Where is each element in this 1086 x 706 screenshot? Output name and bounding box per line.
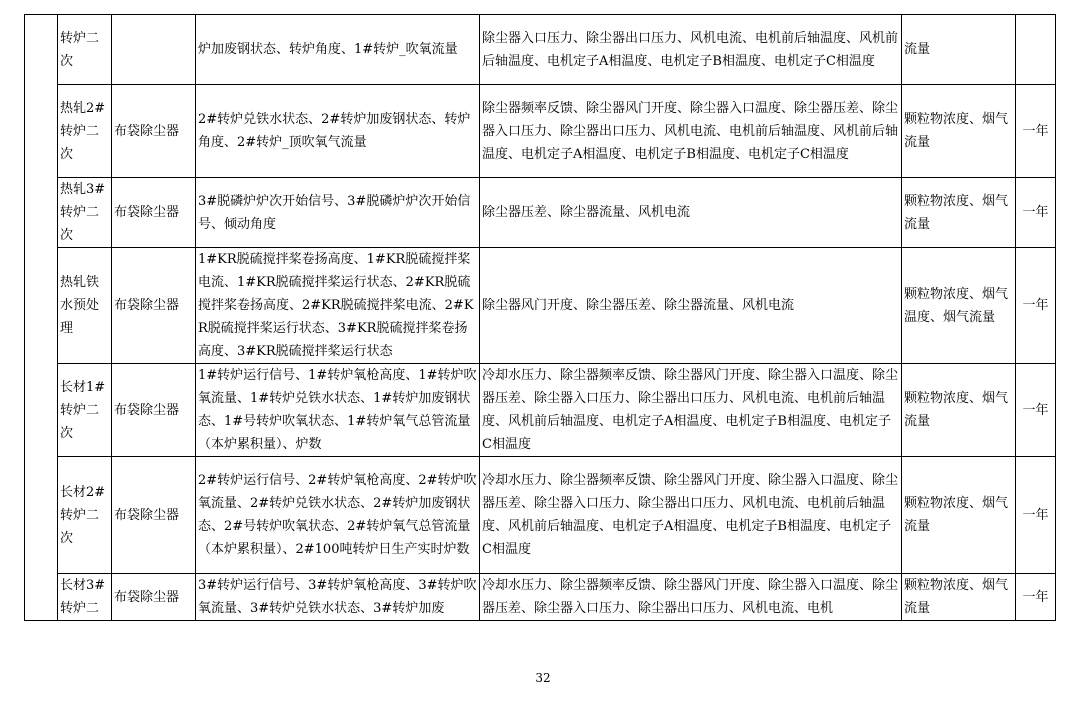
period-cell: 一年 xyxy=(1016,574,1056,621)
param-cell: 除尘器压差、除尘器流量、风机电流 xyxy=(480,178,902,248)
equipment-cell: 布袋除尘器 xyxy=(112,364,196,457)
equipment-cell: 布袋除尘器 xyxy=(112,457,196,574)
monitoring-cell: 颗粒物浓度、烟气流量 xyxy=(902,364,1016,457)
period-cell: 一年 xyxy=(1016,364,1056,457)
period-cell: 一年 xyxy=(1016,85,1056,178)
period-cell: 一年 xyxy=(1016,178,1056,248)
unit-cell: 长材3#转炉二 xyxy=(58,574,112,621)
table-row xyxy=(25,457,1056,574)
monitoring-cell: 颗粒物浓度、烟气流量 xyxy=(902,457,1016,574)
monitoring-cell: 流量 xyxy=(902,15,1016,85)
table-row xyxy=(25,574,1056,621)
period-cell: 一年 xyxy=(1016,457,1056,574)
param-cell: 冷却水压力、除尘器频率反馈、除尘器风门开度、除尘器入口温度、除尘器压差、除尘器入口压力、除尘器出口压力、风机电流、电机前后轴温度、风机前后轴温度、电机定子A相温度、电机定子B相温度、电机定子C相温度 xyxy=(480,364,902,457)
equipment-cell: 布袋除尘器 xyxy=(112,178,196,248)
param-cell: 冷却水压力、除尘器频率反馈、除尘器风门开度、除尘器入口温度、除尘器压差、除尘器入口压力、除尘器出口压力、风机电流、电机前后轴温度、风机前后轴温度、电机定子A相温度、电机定子B相温度、电机定子C相温度 xyxy=(480,457,902,574)
emission-monitoring-table xyxy=(24,14,1056,621)
unit-cell: 热轧2#转炉二次 xyxy=(58,85,112,178)
monitoring-cell: 颗粒物浓度、烟气流量 xyxy=(902,85,1016,178)
period-cell: 一年 xyxy=(1016,248,1056,364)
unit-cell: 长材1#转炉二次 xyxy=(58,364,112,457)
table-row xyxy=(25,364,1056,457)
table-row xyxy=(25,178,1056,248)
table-row xyxy=(25,15,1056,85)
param-cell: 除尘器入口压力、除尘器出口压力、风机电流、电机前后轴温度、风机前后轴温度、电机定子A相温度、电机定子B相温度、电机定子C相温度 xyxy=(480,15,902,85)
equipment-cell xyxy=(112,15,196,85)
table-row xyxy=(25,85,1056,178)
signal-cell: 2#转炉兑铁水状态、2#转炉加废钢状态、转炉角度、2#转炉_顶吹氧气流量 xyxy=(196,85,480,178)
signal-cell: 1#转炉运行信号、1#转炉氧枪高度、1#转炉吹氧流量、1#转炉兑铁水状态、1#转炉加废钢状态、1#号转炉吹氧状态、1#转炉氧气总管流量（本炉累积量）、炉数 xyxy=(196,364,480,457)
signal-cell: 1#KR脱硫搅拌桨卷扬高度、1#KR脱硫搅拌桨电流、1#KR脱硫搅拌桨运行状态、2#KR脱硫搅拌桨卷扬高度、2#KR脱硫搅拌桨电流、2#KR脱硫搅拌桨运行状态、3#KR脱硫搅拌桨卷扬高度、3#KR脱硫搅拌桨运行状态 xyxy=(196,248,480,364)
unit-cell: 长材2#转炉二次 xyxy=(58,457,112,574)
signal-cell: 炉加废钢状态、转炉角度、1#转炉_吹氧流量 xyxy=(196,15,480,85)
equipment-cell: 布袋除尘器 xyxy=(112,574,196,621)
sequence-cell xyxy=(25,15,58,621)
signal-cell: 3#转炉运行信号、3#转炉氧枪高度、3#转炉吹氧流量、3#转炉兑铁水状态、3#转炉加废 xyxy=(196,574,480,621)
unit-cell: 转炉二次 xyxy=(58,15,112,85)
signal-cell: 3#脱磷炉炉次开始信号、3#脱磷炉炉次开始信号、倾动角度 xyxy=(196,178,480,248)
equipment-cell: 布袋除尘器 xyxy=(112,248,196,364)
unit-cell: 热轧3#转炉二次 xyxy=(58,178,112,248)
page-number: 32 xyxy=(535,671,551,685)
param-cell: 除尘器风门开度、除尘器压差、除尘器流量、风机电流 xyxy=(480,248,902,364)
table-row xyxy=(25,248,1056,364)
period-cell xyxy=(1016,15,1056,85)
monitoring-cell: 颗粒物浓度、烟气流量 xyxy=(902,574,1016,621)
monitoring-cell: 颗粒物浓度、烟气流量 xyxy=(902,178,1016,248)
param-cell: 冷却水压力、除尘器频率反馈、除尘器风门开度、除尘器入口温度、除尘器压差、除尘器入口压力、除尘器出口压力、风机电流、电机 xyxy=(480,574,902,621)
unit-cell: 热轧铁水预处理 xyxy=(58,248,112,364)
param-cell: 除尘器频率反馈、除尘器风门开度、除尘器入口温度、除尘器压差、除尘器入口压力、除尘器出口压力、风机电流、电机前后轴温度、风机前后轴温度、电机定子A相温度、电机定子B相温度、电机定子C相温度 xyxy=(480,85,902,178)
equipment-cell: 布袋除尘器 xyxy=(112,85,196,178)
signal-cell: 2#转炉运行信号、2#转炉氧枪高度、2#转炉吹氧流量、2#转炉兑铁水状态、2#转炉加废钢状态、2#号转炉吹氧状态、2#转炉氧气总管流量（本炉累积量）、2#100吨转炉日生产实时炉数 xyxy=(196,457,480,574)
monitoring-cell: 颗粒物浓度、烟气温度、烟气流量 xyxy=(902,248,1016,364)
